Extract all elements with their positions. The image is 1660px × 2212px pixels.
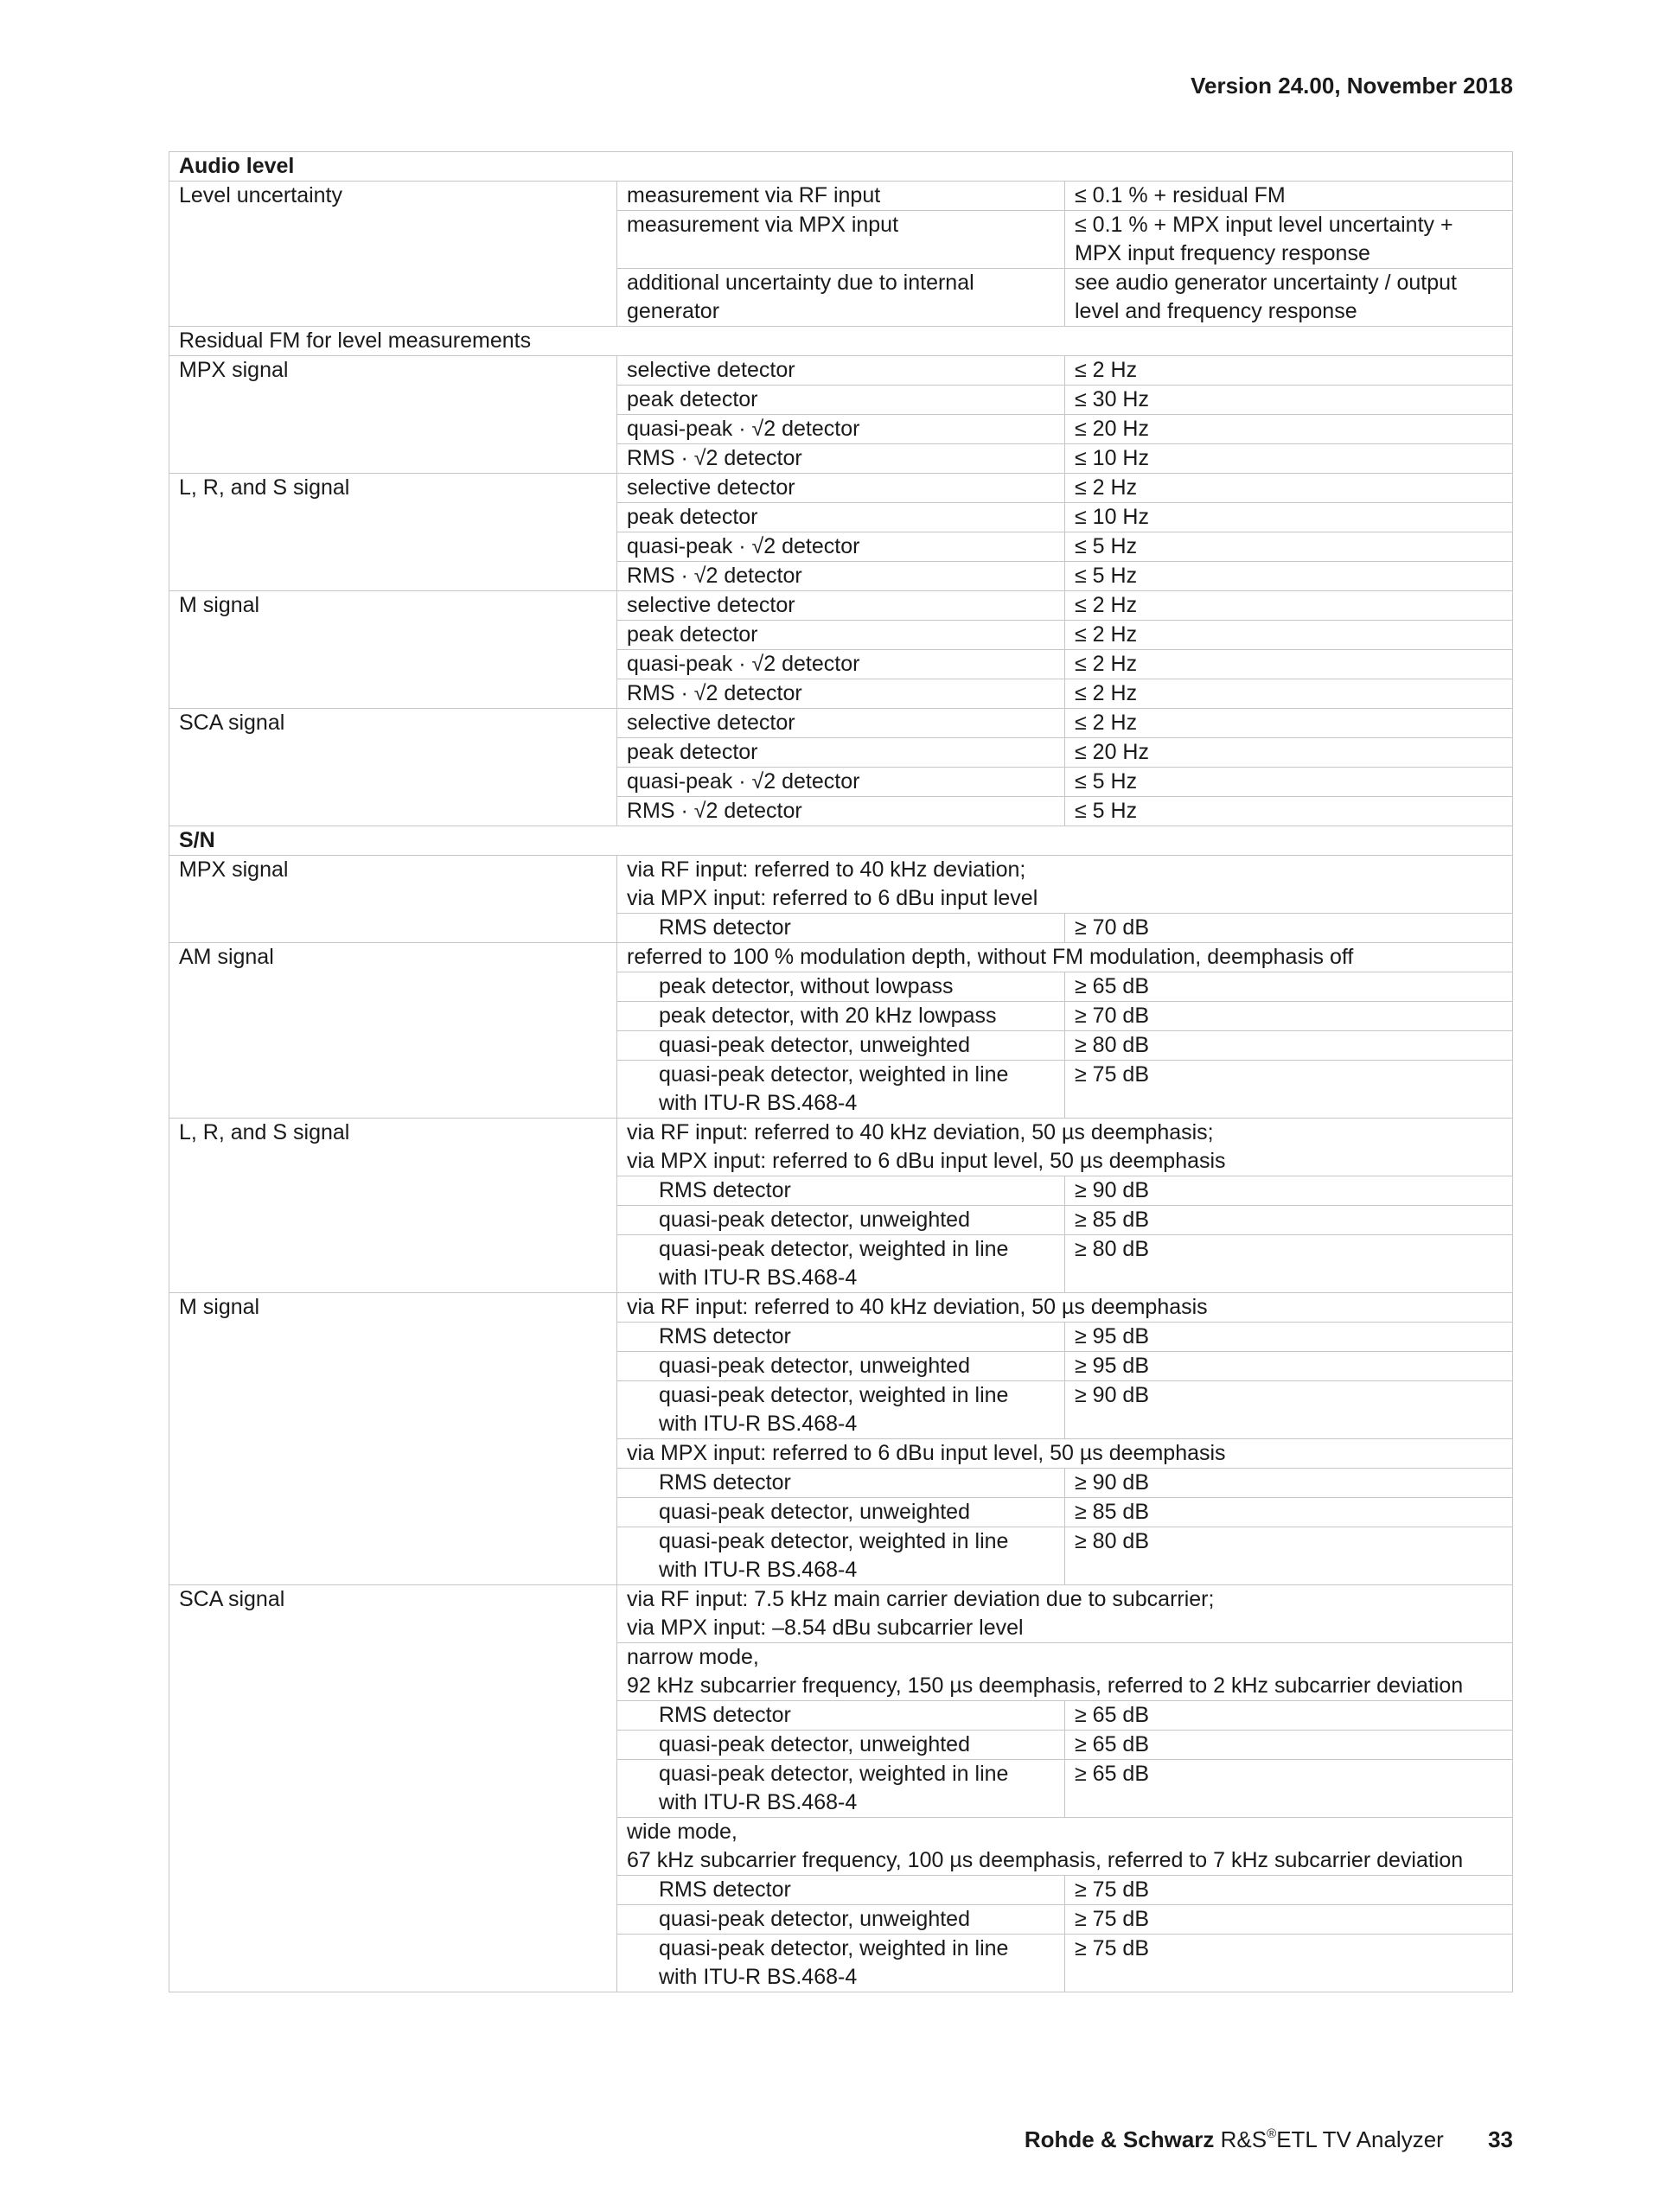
condition-cell: RMS detector bbox=[617, 1469, 1065, 1498]
condition-cell: RMS detector bbox=[617, 1701, 1065, 1731]
condition-cell: quasi-peak detector, unweighted bbox=[617, 1206, 1065, 1235]
value-cell: ≤ 20 Hz bbox=[1065, 415, 1513, 444]
parameter-label: L, R, and S signal bbox=[169, 474, 617, 591]
parameter-label: MPX signal bbox=[169, 356, 617, 474]
condition-cell: quasi-peak detector, unweighted bbox=[617, 1731, 1065, 1760]
table-row bbox=[169, 1293, 1513, 1323]
condition-cell: measurement via RF input bbox=[617, 182, 1065, 211]
parameter-label: MPX signal bbox=[169, 856, 617, 943]
condition-cell: measurement via MPX input bbox=[617, 211, 1065, 269]
footer-company: Rohde & Schwarz bbox=[1024, 2126, 1215, 2152]
spec-table bbox=[169, 151, 1513, 1992]
condition-cell: quasi-peak detector, unweighted bbox=[617, 1031, 1065, 1061]
value-cell: ≥ 80 dB bbox=[1065, 1235, 1513, 1293]
condition-cell: additional uncertainty due to internal generator bbox=[617, 269, 1065, 327]
value-cell: ≥ 85 dB bbox=[1065, 1498, 1513, 1527]
value-cell: ≥ 95 dB bbox=[1065, 1323, 1513, 1352]
parameter-label: AM signal bbox=[169, 943, 617, 1119]
condition-cell: peak detector bbox=[617, 503, 1065, 532]
parameter-label: SCA signal bbox=[169, 709, 617, 826]
condition-cell: quasi-peak · √2 detector bbox=[617, 650, 1065, 679]
condition-cell: quasi-peak detector, weighted in line with ITU-R BS.468-4 bbox=[617, 1527, 1065, 1585]
table-row bbox=[169, 182, 1513, 211]
value-cell: ≤ 20 Hz bbox=[1065, 738, 1513, 768]
condition-cell: RMS · √2 detector bbox=[617, 444, 1065, 474]
condition-cell: quasi-peak detector, unweighted bbox=[617, 1905, 1065, 1935]
condition-cell: selective detector bbox=[617, 709, 1065, 738]
condition-cell: RMS detector bbox=[617, 1323, 1065, 1352]
condition-cell: selective detector bbox=[617, 474, 1065, 503]
condition-note: via RF input: 7.5 kHz main carrier deviation due to subcarrier; via MPX input: –8.54 dBu subcarrier level bbox=[617, 1585, 1513, 1643]
condition-cell: quasi-peak · √2 detector bbox=[617, 768, 1065, 797]
parameter-label: M signal bbox=[169, 591, 617, 709]
value-cell: ≥ 65 dB bbox=[1065, 972, 1513, 1002]
condition-note: via MPX input: referred to 6 dBu input level, 50 µs deemphasis bbox=[617, 1439, 1513, 1469]
table-row bbox=[169, 709, 1513, 738]
condition-cell: RMS detector bbox=[617, 1876, 1065, 1905]
condition-cell: quasi-peak detector, unweighted bbox=[617, 1352, 1065, 1381]
condition-note: via RF input: referred to 40 kHz deviation; via MPX input: referred to 6 dBu input level bbox=[617, 856, 1513, 914]
condition-note: via RF input: referred to 40 kHz deviation, 50 µs deemphasis bbox=[617, 1293, 1513, 1323]
registered-mark: ® bbox=[1267, 2126, 1277, 2141]
value-cell: ≥ 65 dB bbox=[1065, 1701, 1513, 1731]
value-cell: ≤ 5 Hz bbox=[1065, 797, 1513, 826]
condition-cell: RMS detector bbox=[617, 914, 1065, 943]
condition-cell: RMS · √2 detector bbox=[617, 797, 1065, 826]
table-row bbox=[169, 856, 1513, 914]
value-cell: ≤ 2 Hz bbox=[1065, 650, 1513, 679]
condition-cell: peak detector bbox=[617, 738, 1065, 768]
version-header: Version 24.00, November 2018 bbox=[1191, 73, 1513, 99]
value-cell: ≤ 10 Hz bbox=[1065, 503, 1513, 532]
value-cell: ≤ 2 Hz bbox=[1065, 356, 1513, 386]
value-cell: ≤ 10 Hz bbox=[1065, 444, 1513, 474]
condition-cell: quasi-peak detector, weighted in line with ITU-R BS.468-4 bbox=[617, 1381, 1065, 1439]
condition-cell: RMS · √2 detector bbox=[617, 679, 1065, 709]
value-cell: ≥ 80 dB bbox=[1065, 1527, 1513, 1585]
value-cell: see audio generator uncertainty / output level and frequency response bbox=[1065, 269, 1513, 327]
condition-cell: RMS · √2 detector bbox=[617, 562, 1065, 591]
subsection-label: Residual FM for level measurements bbox=[169, 327, 1513, 356]
value-cell: ≥ 75 dB bbox=[1065, 1905, 1513, 1935]
condition-cell: peak detector, without lowpass bbox=[617, 972, 1065, 1002]
parameter-label: Level uncertainty bbox=[169, 182, 617, 327]
spec-table-body bbox=[169, 152, 1513, 1992]
condition-cell: selective detector bbox=[617, 591, 1065, 621]
table-row bbox=[169, 943, 1513, 972]
condition-cell: quasi-peak detector, unweighted bbox=[617, 1498, 1065, 1527]
value-cell: ≤ 2 Hz bbox=[1065, 591, 1513, 621]
value-cell: ≥ 90 dB bbox=[1065, 1469, 1513, 1498]
value-cell: ≤ 0.1 % + MPX input level uncertainty + MPX input frequency response bbox=[1065, 211, 1513, 269]
page-number: 33 bbox=[1488, 2126, 1513, 2152]
value-cell: ≥ 75 dB bbox=[1065, 1876, 1513, 1905]
page-footer bbox=[1025, 2126, 1513, 2153]
value-cell: ≥ 90 dB bbox=[1065, 1381, 1513, 1439]
condition-cell: peak detector, with 20 kHz lowpass bbox=[617, 1002, 1065, 1031]
value-cell: ≤ 2 Hz bbox=[1065, 709, 1513, 738]
table-row bbox=[169, 1585, 1513, 1643]
value-cell: ≥ 70 dB bbox=[1065, 914, 1513, 943]
condition-cell: selective detector bbox=[617, 356, 1065, 386]
value-cell: ≤ 2 Hz bbox=[1065, 621, 1513, 650]
parameter-label: M signal bbox=[169, 1293, 617, 1585]
condition-cell: peak detector bbox=[617, 621, 1065, 650]
section-row bbox=[169, 152, 1513, 182]
table-row bbox=[169, 591, 1513, 621]
value-cell: ≥ 90 dB bbox=[1065, 1176, 1513, 1206]
table-row bbox=[169, 356, 1513, 386]
section-row bbox=[169, 826, 1513, 856]
value-cell: ≥ 65 dB bbox=[1065, 1760, 1513, 1818]
condition-cell: quasi-peak detector, weighted in line with ITU-R BS.468-4 bbox=[617, 1935, 1065, 1992]
parameter-label: L, R, and S signal bbox=[169, 1119, 617, 1293]
value-cell: ≥ 95 dB bbox=[1065, 1352, 1513, 1381]
condition-note: referred to 100 % modulation depth, without FM modulation, deemphasis off bbox=[617, 943, 1513, 972]
value-cell: ≤ 2 Hz bbox=[1065, 679, 1513, 709]
footer-product-name: ETL TV Analyzer bbox=[1276, 2126, 1444, 2152]
condition-cell: quasi-peak · √2 detector bbox=[617, 532, 1065, 562]
value-cell: ≤ 30 Hz bbox=[1065, 386, 1513, 415]
condition-note: narrow mode, 92 kHz subcarrier frequency, 150 µs deemphasis, referred to 2 kHz subcarrier deviation bbox=[617, 1643, 1513, 1701]
condition-note: via RF input: referred to 40 kHz deviation, 50 µs deemphasis; via MPX input: referred to 6 dBu input level, 50 µs deemphasis bbox=[617, 1119, 1513, 1176]
condition-cell: peak detector bbox=[617, 386, 1065, 415]
table-row bbox=[169, 474, 1513, 503]
condition-cell: quasi-peak detector, weighted in line with ITU-R BS.468-4 bbox=[617, 1061, 1065, 1119]
value-cell: ≥ 75 dB bbox=[1065, 1935, 1513, 1992]
value-cell: ≥ 65 dB bbox=[1065, 1731, 1513, 1760]
subsection-row bbox=[169, 327, 1513, 356]
value-cell: ≤ 5 Hz bbox=[1065, 768, 1513, 797]
table-row bbox=[169, 1119, 1513, 1176]
condition-cell: quasi-peak detector, weighted in line with ITU-R BS.468-4 bbox=[617, 1235, 1065, 1293]
condition-cell: RMS detector bbox=[617, 1176, 1065, 1206]
value-cell: ≤ 2 Hz bbox=[1065, 474, 1513, 503]
condition-cell: quasi-peak · √2 detector bbox=[617, 415, 1065, 444]
section-heading: S/N bbox=[169, 826, 1513, 856]
value-cell: ≥ 80 dB bbox=[1065, 1031, 1513, 1061]
footer-product-prefix: R&S bbox=[1220, 2126, 1267, 2152]
value-cell: ≤ 0.1 % + residual FM bbox=[1065, 182, 1513, 211]
section-heading: Audio level bbox=[169, 152, 1513, 182]
condition-cell: quasi-peak detector, weighted in line with ITU-R BS.468-4 bbox=[617, 1760, 1065, 1818]
value-cell: ≤ 5 Hz bbox=[1065, 562, 1513, 591]
value-cell: ≤ 5 Hz bbox=[1065, 532, 1513, 562]
value-cell: ≥ 75 dB bbox=[1065, 1061, 1513, 1119]
value-cell: ≥ 85 dB bbox=[1065, 1206, 1513, 1235]
value-cell: ≥ 70 dB bbox=[1065, 1002, 1513, 1031]
parameter-label: SCA signal bbox=[169, 1585, 617, 1992]
condition-note: wide mode, 67 kHz subcarrier frequency, 100 µs deemphasis, referred to 7 kHz subcarrier deviation bbox=[617, 1818, 1513, 1876]
